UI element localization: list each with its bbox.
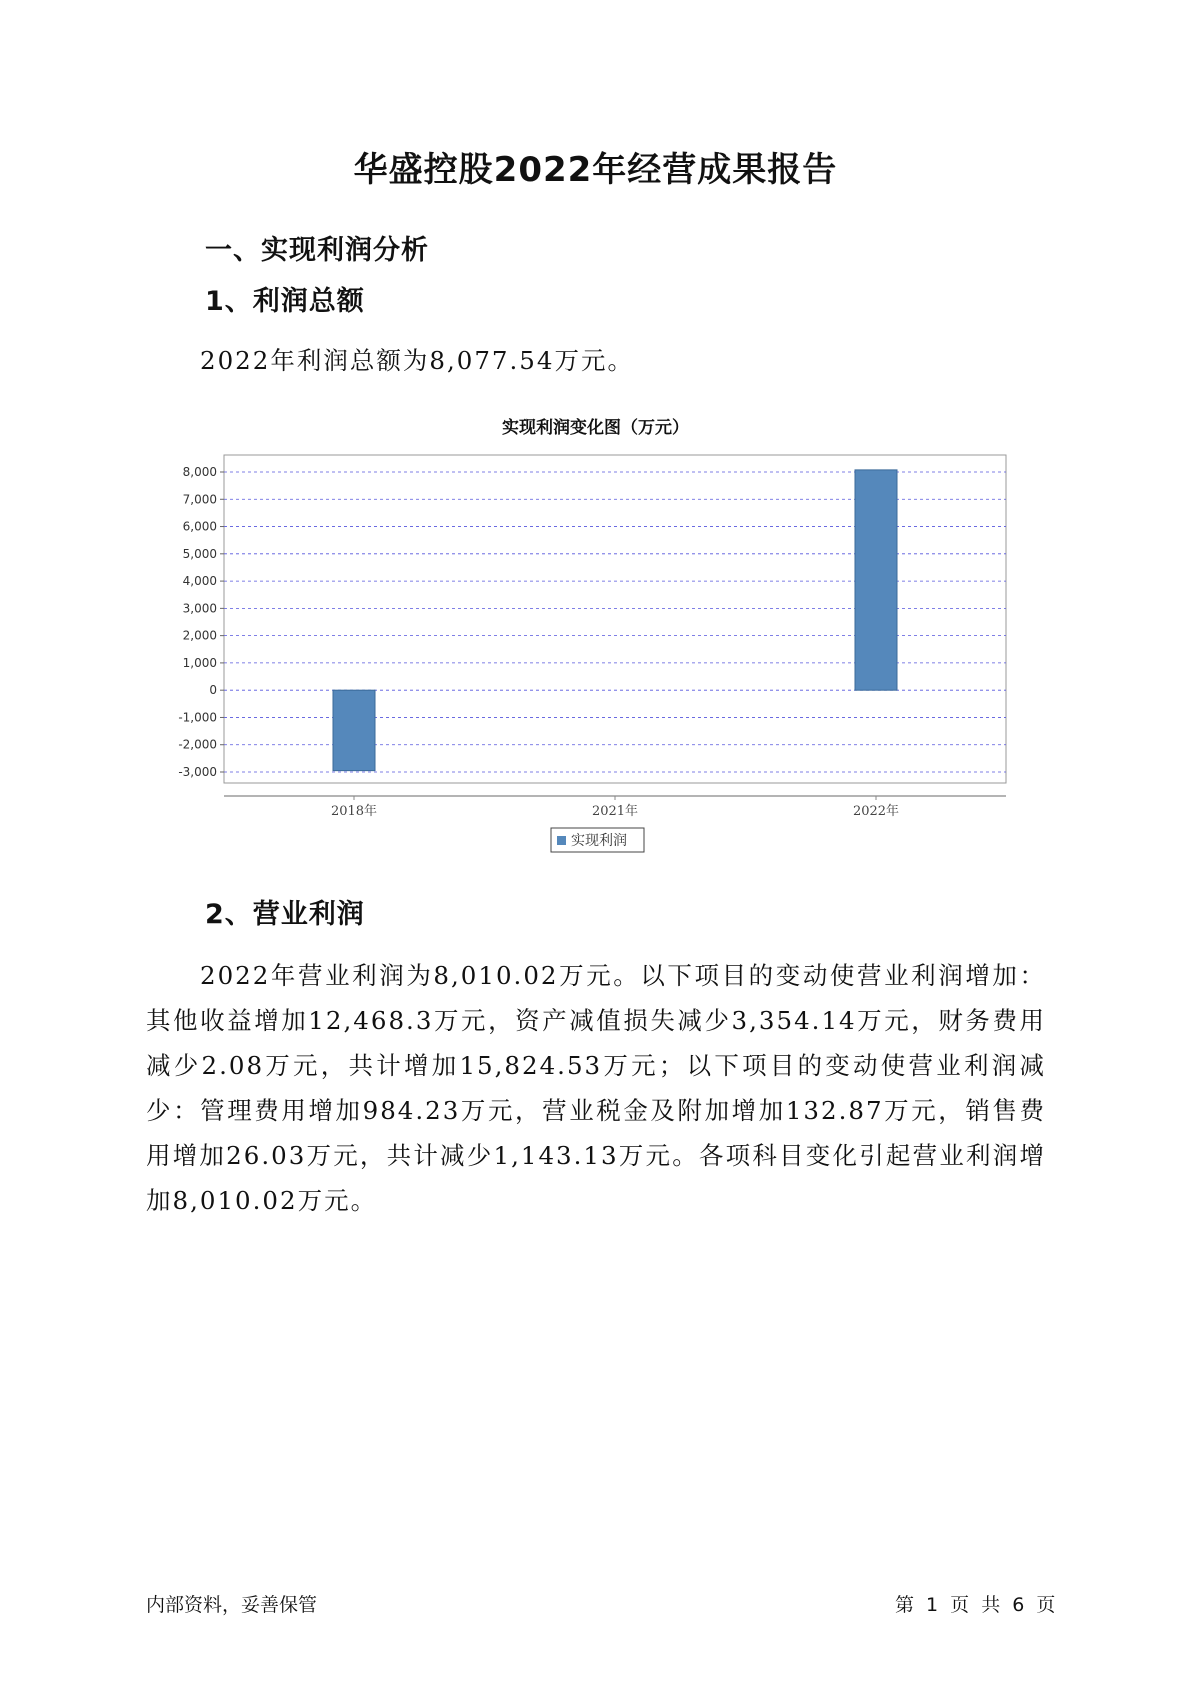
total-profit-paragraph: 2022年利润总额为8,077.54万元。 [200, 346, 634, 375]
subsection-heading-total-profit: 1、利润总额 [205, 286, 365, 317]
x-tick-label: 2021年 [591, 804, 639, 819]
section-heading: 一、实现利润分析 [205, 235, 429, 266]
x-tick-label: 2018年 [330, 804, 378, 819]
legend-label: 实现利润 [571, 833, 627, 849]
bar-2022年 [855, 470, 897, 690]
y-tick-label: -1,000 [178, 710, 217, 725]
y-tick-label: 6,000 [182, 519, 217, 534]
y-tick-label: 8,000 [182, 465, 217, 479]
legend-swatch [557, 836, 566, 845]
y-tick-label: 0 [209, 683, 217, 698]
chart-title: 实现利润变化图（万元） [502, 418, 689, 438]
subsection-heading-operating-profit: 2、营业利润 [205, 899, 365, 930]
y-tick-label: 4,000 [182, 574, 217, 589]
y-tick-label: 1,000 [182, 655, 217, 670]
footer-page-number: 第 1 页 共 6 页 [895, 1594, 1056, 1616]
y-tick-label: 2,000 [182, 628, 217, 643]
y-tick-label: 7,000 [182, 492, 217, 507]
y-tick-label: -3,000 [178, 765, 217, 779]
footer-confidential-note: 内部资料，妥善保管 [146, 1594, 318, 1616]
operating-profit-paragraph: 2022年营业利润为8,010.02万元。以下项目的变动使营业利润增加：其他收益增加12,468.3万元，资产减值损失减少3,354.14万元，财务费用减少2.08万元，共计增加15,824.53万元；以下项目的变动使营业利润减少：管理费用增加984.23万元，营业税金及附加增加132.87万元，销售费用增加26.03万元，共计减少1,143.13万元。各项科目变化引起营业利润增加8,010.02万元。 [146, 961, 1046, 1215]
y-tick-label: -2,000 [178, 737, 217, 752]
x-tick-label: 2022年 [852, 804, 900, 819]
y-tick-label: 3,000 [182, 601, 217, 616]
bar-2018年 [333, 690, 375, 770]
report-title: 华盛控股2022年经营成果报告 [353, 150, 838, 190]
y-tick-label: 5,000 [182, 546, 217, 561]
